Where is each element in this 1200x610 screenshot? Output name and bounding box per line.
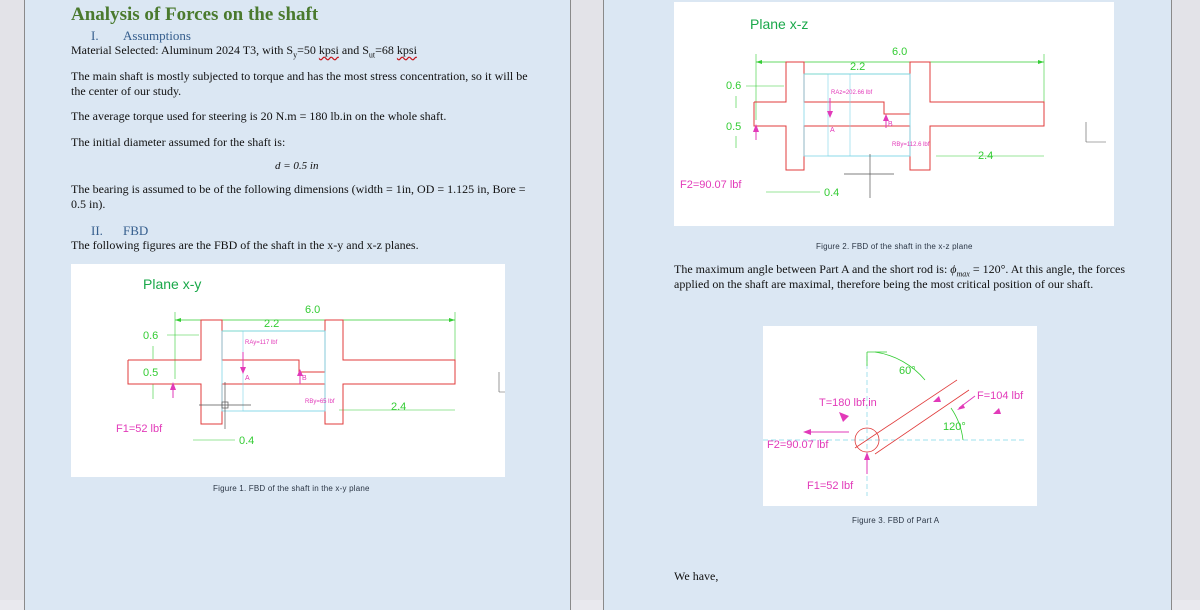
paragraph: the center of our study. (71, 84, 182, 98)
shaft-drawing (71, 264, 505, 477)
section-title: FBD (123, 223, 149, 238)
arrow-icon (993, 408, 1001, 414)
point-a-label: A (830, 127, 835, 134)
page-gap (571, 0, 603, 600)
force-label: F2=90.07 lbf (767, 439, 829, 451)
reaction-a-label: RAy=117 lbf (245, 340, 278, 346)
paragraph: We have, (674, 569, 719, 583)
dim-total: 6.0 (305, 304, 321, 316)
dim-mid-left: 0.5 (726, 121, 742, 133)
figure-title: Plane x-y (143, 276, 202, 292)
section-title: Assumptions (123, 28, 191, 43)
right-margin (1172, 0, 1200, 600)
arrow-icon (1038, 60, 1044, 64)
point-a-label: A (245, 375, 250, 382)
point-b-label: B (888, 121, 893, 128)
paragraph: 0.5 in). (71, 197, 106, 211)
arrow-icon (864, 452, 870, 460)
figure-xy-plane (71, 264, 505, 477)
force-label: F2=90.07 lbf (680, 179, 742, 191)
document-page-right (603, 0, 1172, 610)
dim-mid: 2.2 (264, 318, 280, 330)
torque-label: T=180 lbf.in (819, 397, 877, 409)
arrow-icon (756, 60, 762, 64)
dim-right: 2.4 (391, 401, 407, 413)
angle-label: 120° (943, 421, 966, 433)
figure-part-a (763, 326, 1037, 506)
section-heading: Analysis of Forces on the shaft (71, 4, 319, 25)
paragraph: The maximum angle between Part A and the short rod is: $\phi_{max} = 120^\circ$. At this angle, the forces (674, 262, 1126, 279)
shaft-drawing (674, 2, 1114, 226)
dim-right: 2.4 (978, 150, 994, 162)
figure-title: Plane x-z (750, 16, 809, 32)
arm-outline (855, 380, 957, 448)
equation: d = 0.5 in (275, 160, 319, 172)
dim-mid: 2.2 (850, 61, 866, 73)
reaction-b-label: RBy=65 lbf (305, 399, 335, 405)
left-margin (0, 0, 24, 600)
section-number: I. (91, 28, 99, 43)
dim-mid-left: 0.5 (143, 367, 159, 379)
document-page-left (24, 0, 571, 610)
part-a-drawing (763, 326, 1037, 506)
angle-label: 60° (899, 365, 916, 377)
arrow-icon (175, 318, 181, 322)
paragraph: The average torque used for steering is 20 N.m = 180 lb.in on the whole shaft. (71, 109, 447, 123)
paragraph: The bearing is assumed to be of the following dimensions (width = 1in, OD = 1.125 in, Bore = (71, 182, 526, 196)
material-line: Material Selected: Aluminum 2024 T3, with $S_y=50$ kpsi and $S_{ut}=68$ kpsi (71, 43, 417, 60)
force-label: F1=52 lbf (116, 423, 163, 435)
figure-caption: Figure 2. FBD of the shaft in the x-z plane (816, 242, 973, 251)
arrow-icon (803, 429, 811, 435)
dim-total: 6.0 (892, 46, 908, 58)
reaction-b-label: RBy=112.6 lbf (892, 142, 930, 148)
arrow-icon (883, 114, 889, 121)
arrow-icon (839, 412, 849, 422)
arrow-icon (933, 396, 941, 402)
dim-top: 0.6 (726, 80, 742, 92)
point-b-label: B (302, 375, 307, 382)
dim-bottom: 0.4 (824, 187, 840, 199)
shaft-outline (754, 62, 1044, 170)
figure-xz-plane (674, 2, 1114, 226)
reaction-a-label: RAz=202.66 lbf (831, 90, 873, 96)
figure-caption: Figure 3. FBD of Part A (852, 516, 940, 525)
force-label: F=104 lbf (977, 390, 1024, 402)
arrow-icon (240, 367, 246, 374)
paragraph: The main shaft is mostly subjected to torque and has the most stress concentration, so it will be (71, 69, 528, 83)
arrow-icon (170, 382, 176, 390)
figure-caption: Figure 1. FBD of the shaft in the x-y plane (213, 484, 370, 493)
section-number: II. (91, 223, 103, 238)
paragraph: The initial diameter assumed for the shaft is: (71, 135, 286, 149)
paragraph: The following figures are the FBD of the shaft in the x-y and x-z planes. (71, 238, 419, 252)
dim-top: 0.6 (143, 330, 159, 342)
force-label: F1=52 lbf (807, 480, 854, 492)
paragraph: applied on the shaft are maximal, therefore being the most critical position of our shaft. (674, 277, 1094, 291)
dim-bottom: 0.4 (239, 435, 255, 447)
arrow-icon (449, 318, 455, 322)
